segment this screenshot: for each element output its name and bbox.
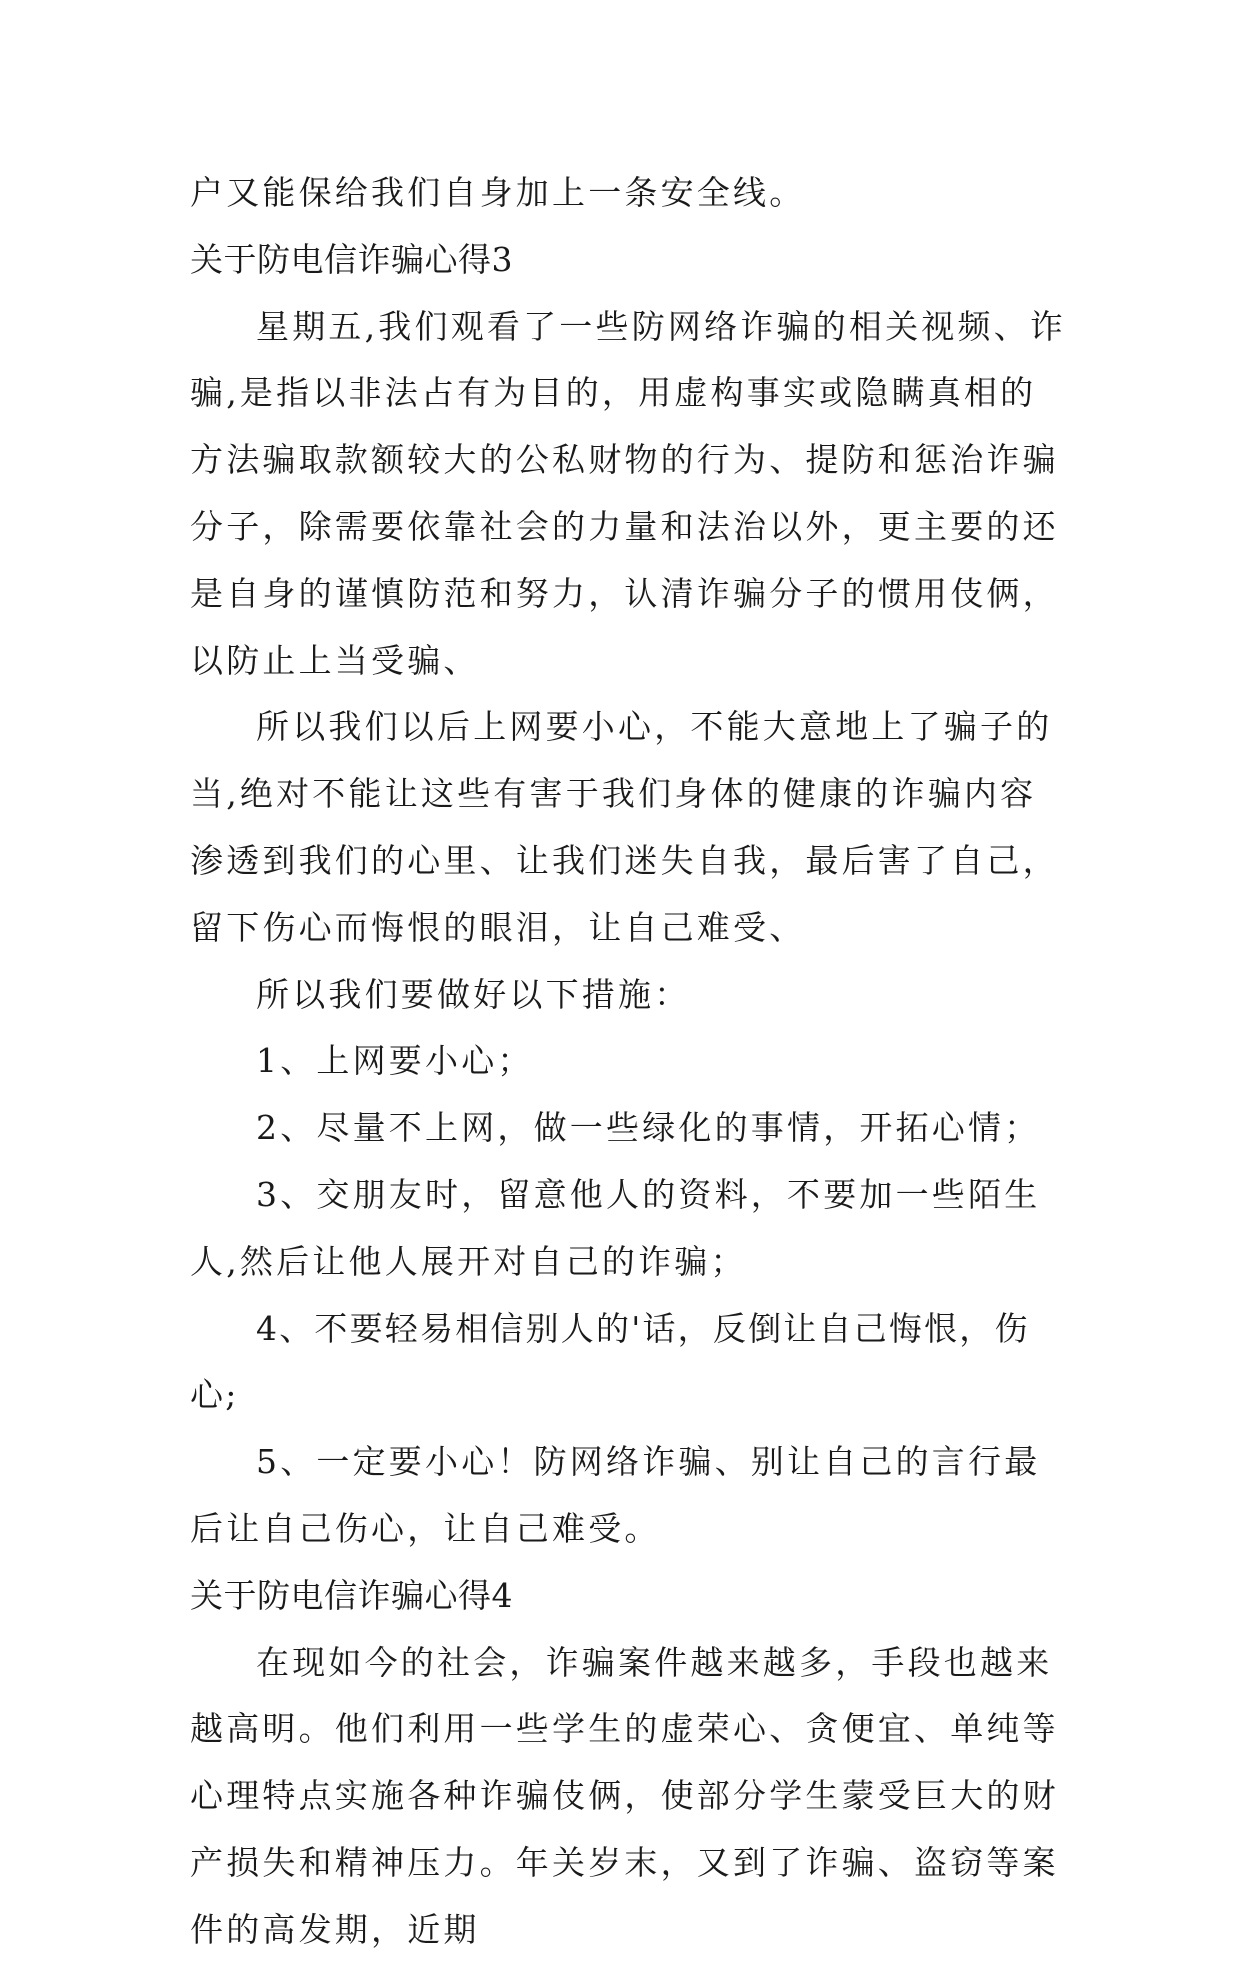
section-heading-3: 关于防电信诈骗心得3	[190, 239, 513, 279]
document-body	[190, 160, 1070, 1964]
list-item-5: 5、一定要小心！防网络诈骗、别让自己的言行最后让自己伤心，让自己难受。	[190, 1442, 1041, 1548]
paragraph-measures-intro: 所以我们要做好以下措施：	[256, 974, 691, 1014]
paragraph-intro: 星期五,我们观看了一些防网络诈骗的相关视频、诈骗,是指以非法占有为目的，用虚构事实或隐瞒真相的方法骗取款额较大的公私财物的行为、提防和惩治诈骗分子，除需要依靠社会的力量和法治以外，更主要的还是自身的谨慎防范和努力，认清诈骗分子的惯用伎俩，以防止上当受骗、	[190, 306, 1067, 680]
paragraph-section4: 在现如今的社会，诈骗案件越来越多，手段也越来越高明。他们利用一些学生的虚荣心、贪便宜、单纯等心理特点实施各种诈骗伎俩，使部分学生蒙受巨大的财产损失和精神压力。年关岁末，又到了诈骗、盗窃等案件的高发期，近期	[190, 1642, 1059, 1949]
section-heading-4: 关于防电信诈骗心得4	[190, 1575, 513, 1615]
list-item-3: 3、交朋友时，留意他人的资料，不要加一些陌生人,然后让他人展开对自己的诈骗；	[190, 1174, 1041, 1281]
list-item-1: 1、上网要小心；	[256, 1041, 534, 1081]
paragraph-warning: 所以我们以后上网要小心，不能大意地上了骗子的当,绝对不能让这些有害于我们身体的健康的诈骗内容渗透到我们的心里、让我们迷失自我，最后害了自己，留下伤心而悔恨的眼泪，让自己难受、	[190, 707, 1059, 947]
list-item-4: 4、不要轻易相信别人的'话，反倒让自己悔恨，伤心;	[190, 1308, 1030, 1415]
list-item-2: 2、尽量不上网，做一些绿化的事情，开拓心情；	[256, 1108, 1041, 1148]
paragraph-continuation: 户又能保给我们自身加上一条安全线。	[190, 173, 806, 212]
